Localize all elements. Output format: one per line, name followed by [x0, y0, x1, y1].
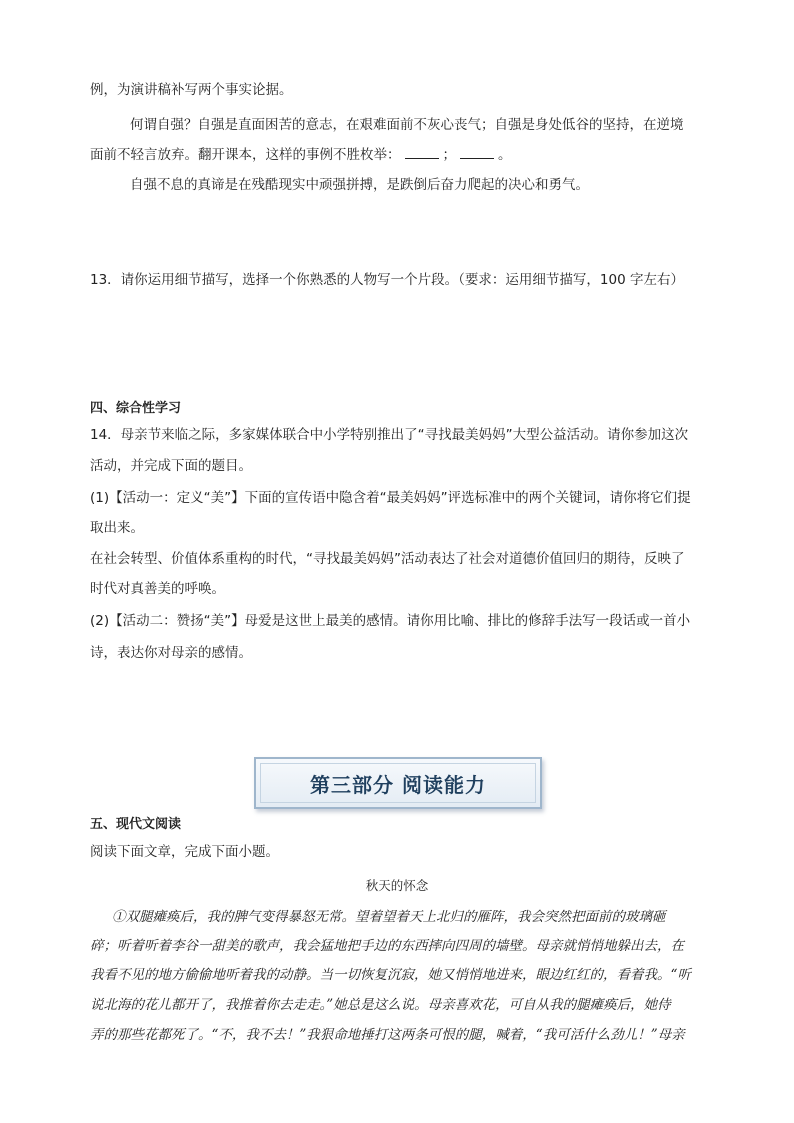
section-heading: 五、现代文阅读 — [90, 817, 182, 832]
text-line: 自强不息的真谛是在残酷现实中顽强拼搏，是跌倒后奋力爬起的决心和勇气。 — [130, 177, 589, 193]
text-line: 取出来。 — [90, 520, 144, 536]
section-heading: 四、综合性学习 — [90, 401, 182, 416]
activity-2: (2)【活动二：赞扬“美”】母爱是这世上最美的感情。请你用比喻、排比的修辞手法写一段话或一首小 — [90, 613, 691, 629]
text-line: 活动，并完成下面的题目。 — [90, 458, 252, 474]
text-line: 例，为演讲稿补写两个事实论据。 — [90, 82, 293, 98]
question-14: 14．母亲节来临之际，多家媒体联合中小学特别推出了“寻找最美妈妈”大型公益活动。请你参加这次 — [90, 427, 689, 443]
article-line: ①双腿瘫痪后，我的脾气变得暴怒无常。望着望着天上北归的雁阵，我会突然把面前的玻璃砸 — [112, 909, 666, 925]
text-line: 时代对真善美的呼唤。 — [90, 581, 225, 597]
question-13: 13．请你运用细节描写，选择一个你熟悉的人物写一个片段。（要求：运用细节描写，100 字左右） — [90, 272, 684, 288]
text-line: 诗，表达你对母亲的感情。 — [90, 645, 252, 661]
text-segment: 。 — [498, 147, 512, 163]
text-line: 何谓自强？自强是直面困苦的意志，在艰难面前不灰心丧气；自强是身处低谷的坚持，在逆境 — [130, 117, 684, 133]
text-line-with-blanks — [90, 144, 512, 165]
text-segment: 面前不轻言放弃。翻开课本，这样的事例不胜枚举： — [90, 147, 401, 163]
text-line: 在社会转型、价值体系重构的时代，“寻找最美妈妈”活动表达了社会对道德价值回归的期待，反映了 — [90, 551, 685, 567]
article-line: 我看不见的地方偷偷地听着我的动静。当一切恢复沉寂，她又悄悄地进来，眼边红红的，看着我。“听 — [90, 967, 691, 983]
answer-blank[interactable] — [405, 144, 439, 159]
text-segment: ； — [442, 147, 456, 163]
article-title: 秋天的怀念 — [365, 878, 429, 893]
answer-blank[interactable] — [460, 144, 494, 159]
article-line: 弄的那些花都死了。“不，我不去！”我狠命地捶打这两条可恨的腿，喊着，“我可活什么劲儿！”母亲 — [90, 1027, 685, 1043]
article-line: 说北海的花儿都开了，我推着你去走走。”她总是这么说。母亲喜欢花，可自从我的腿瘫痪后，她侍 — [90, 997, 671, 1013]
activity-1: (1)【活动一：定义“美”】下面的宣传语中隐含着“最美妈妈”评选标准中的两个关键词，请你将它们提 — [90, 490, 691, 506]
banner-title: 第三部分 阅读能力 — [310, 772, 486, 797]
article-line: 碎；听着听着李谷一甜美的歌声，我会猛地把手边的东西摔向四周的墙壁。母亲就悄悄地躲出去，在 — [90, 938, 684, 954]
text-line: 阅读下面文章，完成下面小题。 — [90, 844, 279, 860]
part-banner — [254, 757, 542, 809]
